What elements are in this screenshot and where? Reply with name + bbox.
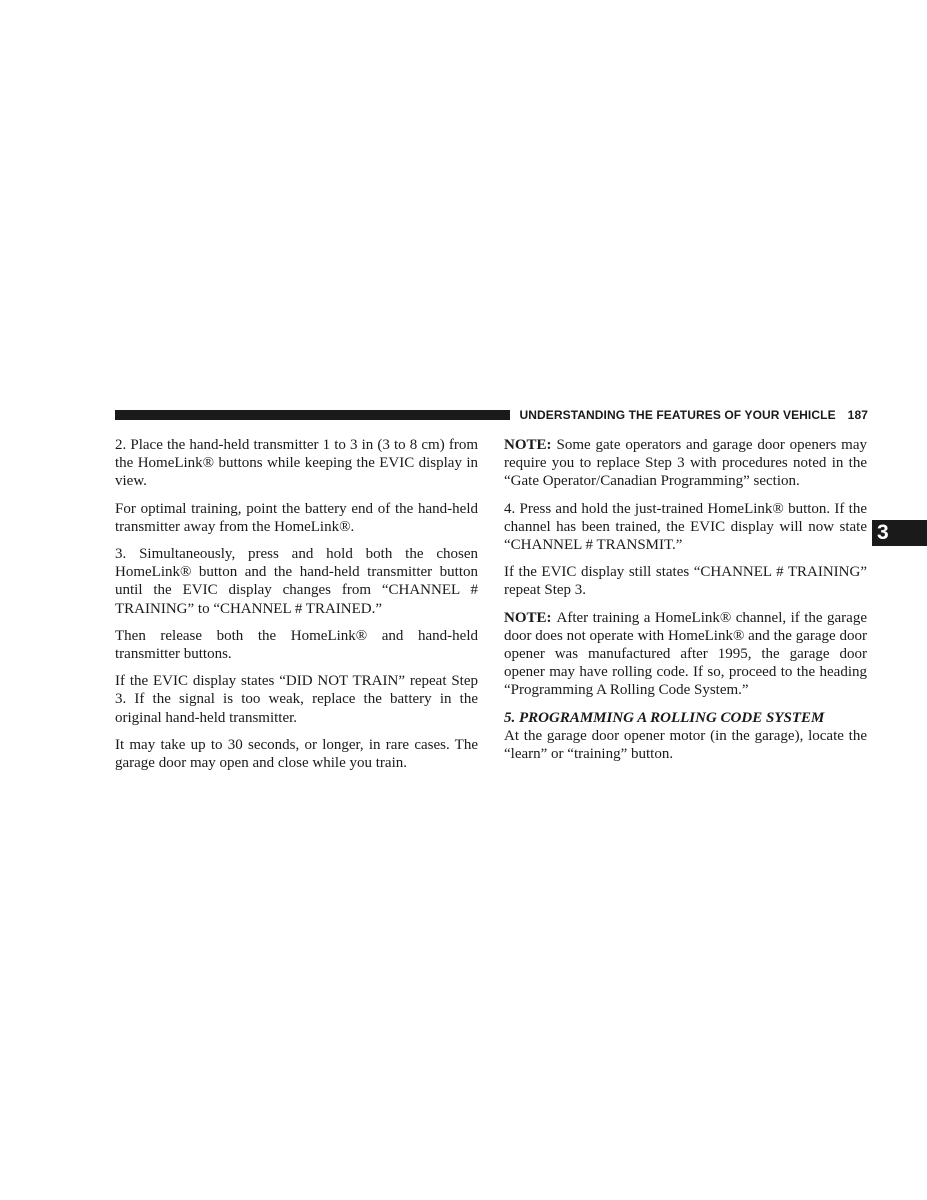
chapter-tab: 3	[872, 520, 927, 546]
did-not-train-paragraph: If the EVIC display states “DID NOT TRAIN” repeat Step 3. If the signal is too weak, replace the battery in the original hand-held transmitter.	[115, 673, 478, 726]
header-rule	[115, 410, 510, 420]
running-header	[516, 406, 868, 424]
note-rolling-code	[504, 609, 867, 700]
note-label: NOTE:	[504, 437, 552, 453]
step-3-paragraph: 3. Simultaneously, press and hold both the chosen HomeLink® button and the hand-held transmitter button until the EVIC display changes from “CHANNEL # TRAINING” to “CHANNEL # TRAINED.”	[115, 546, 478, 617]
still-training-paragraph: If the EVIC display still states “CHANNEL # TRAINING” repeat Step 3.	[504, 564, 867, 599]
timing-paragraph: It may take up to 30 seconds, or longer, in rare cases. The garage door may open and close while you train.	[115, 736, 478, 772]
step-4-paragraph: 4. Press and hold the just-trained HomeLink® button. If the channel has been trained, the EVIC display will now state “CHANNEL # TRANSMIT.”	[504, 500, 867, 554]
left-column	[115, 436, 478, 781]
note-label: NOTE:	[504, 609, 552, 626]
note-text: Some gate operators and garage door openers may require you to replace Step 3 with procedures noted in the “Gate Operator/Canadian Programming” section.	[504, 437, 867, 490]
note-text: After training a HomeLink® channel, if the garage door does not operate with HomeLink® and the garage door opener was manufactured after 1995, the garage door opener may have rolling code. If so, proceed to the heading “Programming A Rolling Code System.”	[504, 609, 867, 699]
section-heading: 5. PROGRAMMING A ROLLING CODE SYSTEM	[504, 709, 825, 726]
page-number: 187	[847, 408, 868, 422]
optimal-training-paragraph: For optimal training, point the battery end of the hand-held transmitter away from the HomeLink®.	[115, 500, 478, 535]
section-title: UNDERSTANDING THE FEATURES OF YOUR VEHICLE	[519, 408, 836, 422]
release-paragraph: Then release both the HomeLink® and hand-held transmitter buttons.	[115, 627, 478, 663]
step-2-paragraph: 2. Place the hand-held transmitter 1 to 3 in (3 to 8 cm) from the HomeLink® buttons while keeping the EVIC display in view.	[115, 437, 478, 490]
right-column	[504, 436, 867, 772]
learn-button-paragraph: At the garage door opener motor (in the garage), locate the “learn” or “training” button.	[504, 727, 867, 763]
note-gate-operators	[504, 436, 867, 491]
